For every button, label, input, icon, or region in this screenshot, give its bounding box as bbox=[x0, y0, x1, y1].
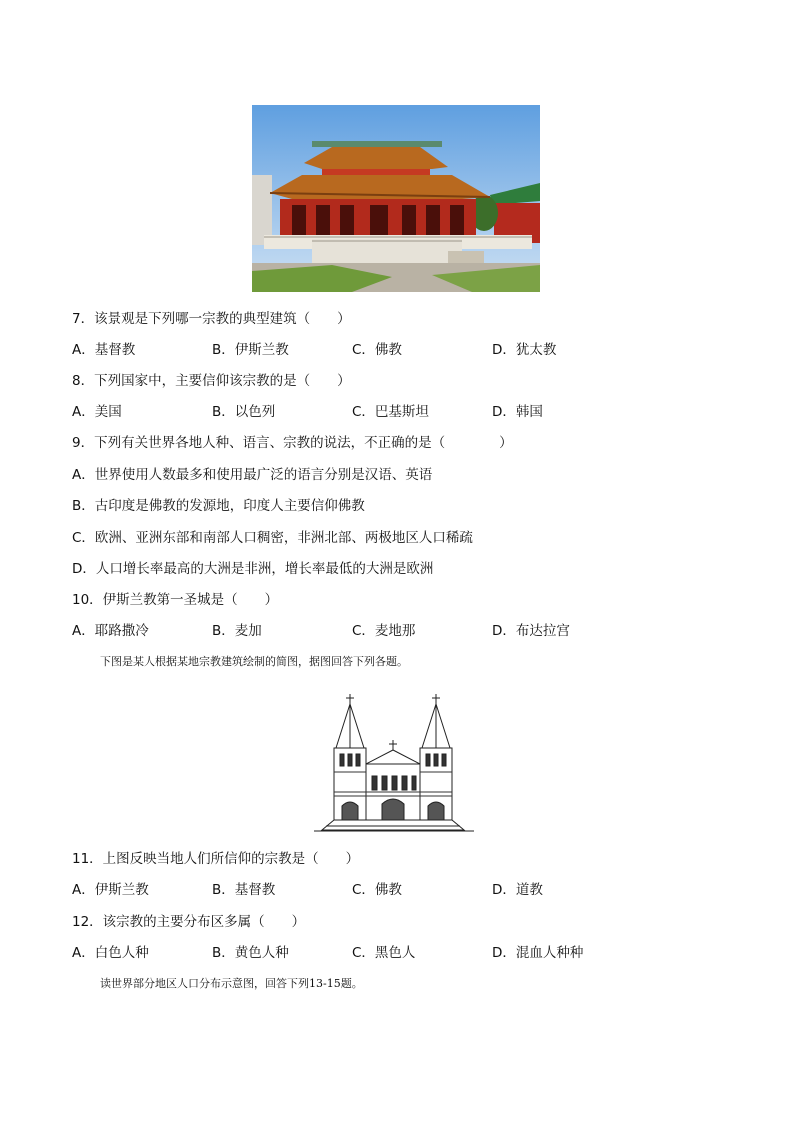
question-12-stem: 12．该宗教的主要分布区多属（ ） bbox=[72, 914, 306, 930]
question-12-option-b[interactable]: B．黄色人种 bbox=[212, 945, 289, 961]
question-9-option-c[interactable]: C．欧洲、亚洲东部和南部人口稠密，非洲北部、两极地区人口稀疏 bbox=[72, 530, 473, 546]
question-12-option-c[interactable]: C．黑色人 bbox=[352, 945, 416, 961]
temple-photo bbox=[252, 105, 540, 292]
question-11-option-a[interactable]: A．伊斯兰教 bbox=[72, 882, 149, 898]
question-10-option-d[interactable]: D．布达拉宫 bbox=[492, 623, 570, 639]
question-12-option-a[interactable]: A．白色人种 bbox=[72, 945, 149, 961]
question-9-option-b[interactable]: B．古印度是佛教的发源地，印度人主要信仰佛教 bbox=[72, 498, 365, 514]
question-11-option-b[interactable]: B．基督教 bbox=[212, 882, 276, 898]
question-7-option-c[interactable]: C．佛教 bbox=[352, 342, 402, 358]
question-12-option-d[interactable]: D．混血人种种 bbox=[492, 945, 584, 961]
question-9-option-d[interactable]: D．人口增长率最高的大洲是非洲，增长率最低的大洲是欧洲 bbox=[72, 561, 434, 577]
question-10-option-a[interactable]: A．耶路撒冷 bbox=[72, 623, 149, 639]
question-7-option-b[interactable]: B．伊斯兰教 bbox=[212, 342, 289, 358]
question-10-option-b[interactable]: B．麦加 bbox=[212, 623, 262, 639]
question-11-option-d[interactable]: D．道教 bbox=[492, 882, 543, 898]
question-9-option-a[interactable]: A．世界使用人数最多和使用最广泛的语言分别是汉语、英语 bbox=[72, 467, 433, 483]
question-8-option-a[interactable]: A．美国 bbox=[72, 404, 122, 420]
question-9-stem: 9．下列有关世界各地人种、语言、宗教的说法，不正确的是（ ） bbox=[72, 435, 513, 451]
question-8-option-d[interactable]: D．韩国 bbox=[492, 404, 543, 420]
question-8-option-b[interactable]: B．以色列 bbox=[212, 404, 276, 420]
question-7-option-a[interactable]: A．基督教 bbox=[72, 342, 136, 358]
question-7-stem: 7．该景观是下列哪一宗教的典型建筑（ ） bbox=[72, 311, 351, 327]
question-11-option-c[interactable]: C．佛教 bbox=[352, 882, 402, 898]
population-intro-text: 读世界部分地区人口分布示意图，回答下列13-15题。 bbox=[100, 977, 363, 990]
question-10-option-c[interactable]: C．麦地那 bbox=[352, 623, 416, 639]
question-10-stem: 10．伊斯兰教第一圣城是（ ） bbox=[72, 592, 279, 608]
church-drawing bbox=[312, 692, 476, 832]
church-intro-text: 下图是某人根据某地宗教建筑绘制的简图，据图回答下列各题。 bbox=[100, 655, 408, 668]
question-11-stem: 11．上图反映当地人们所信仰的宗教是（ ） bbox=[72, 851, 360, 867]
question-7-option-d[interactable]: D．犹太教 bbox=[492, 342, 557, 358]
question-8-stem: 8．下列国家中，主要信仰该宗教的是（ ） bbox=[72, 373, 351, 389]
question-8-option-c[interactable]: C．巴基斯坦 bbox=[352, 404, 429, 420]
